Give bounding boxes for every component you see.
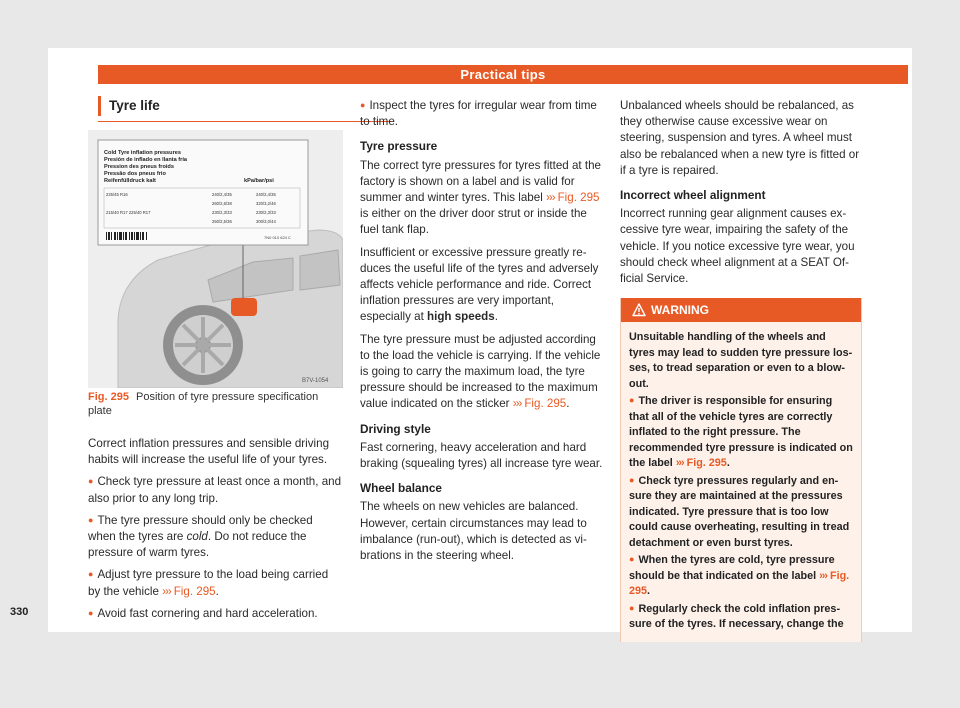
warning-header [621, 298, 861, 322]
plate-row4-left: 250/2,5/36 [212, 219, 232, 224]
column-3 [620, 98, 860, 293]
list-item: ● Check tyre pressures regularly and ensure they are maintained at the pressures indicated. Tyre pressure that is too low could cause overheating, resulting in tread detachment or even burst tyres. [629, 474, 853, 552]
section-title: Tyre life [98, 96, 391, 116]
paragraph: The wheels on new vehicles are balanced. However, certain circumstances may lead to imbalance (run-out), which is detected as vibrations in the steering wheel. [360, 500, 587, 563]
column-2 [360, 98, 603, 570]
paragraph: Incorrect running gear alignment causes excessive tyre wear, impairing the safety of the vehicle. If you notice excessive tyre wear, you should check wheel alignment at a SEAT Official Service. [620, 207, 855, 286]
plate-row1-right: 240/2,4/35 [256, 192, 276, 197]
plate-line-1: Cold Tyre inflation pressures [104, 150, 181, 156]
list-item: ● Avoid fast cornering and hard acceleration. [88, 606, 343, 622]
heading-driving-style: Driving style [360, 421, 431, 436]
plate-row3-right: 230/2,3/33 [256, 210, 276, 215]
list-item: ● The tyre pressure should only be checked when the tyres are cold. Do not reduce the pressure of warm tyres. [88, 513, 343, 562]
paragraph: Unbalanced wheels should be rebalanced, as they otherwise cause excessive wear on steering, suspension and tyres. A wheel must also be rebalanced when a new tyre is fitted or if a tyre is repaired. [620, 99, 860, 177]
warning-title: WARNING [651, 303, 709, 317]
list-item: ● Inspect the tyres for irregular wear from time to time. [360, 98, 603, 130]
warning-box [620, 298, 862, 642]
plate-line-3: Pression des pneus froids [104, 164, 174, 170]
fig-295-link[interactable]: Fig. 295 [524, 397, 567, 411]
fig-295-link[interactable]: Fig. 295 [629, 569, 850, 597]
paragraph: The correct tyre pressures for tyres fitted at the factory is shown on a label and is valid for summer and winter tyres. This label ››› Fig. 295 is either on the driver door strut or inside the fuel tank flap. [360, 158, 601, 237]
plate-line-2: Presión de inflado en llanta fría [104, 157, 187, 163]
title-divider [98, 121, 391, 122]
plate-row4-right: 300/3,0/44 [256, 219, 276, 224]
figure-code: B7V-1054 [302, 378, 329, 384]
list-item: ● Regularly check the cold inflation pressure of the tyres. If necessary, change the [629, 602, 853, 633]
fuel-flap-marker [231, 298, 257, 316]
car-rear-illustration [88, 130, 343, 388]
warning-paragraph: Unsuitable handling of the wheels and tyres may lead to sudden tyre pressure losses, to tread separation or even to a blow-out. [629, 331, 853, 390]
fig-295-link[interactable]: Fig. 295 [557, 191, 600, 205]
paragraph: Insufficient or excessive pressure greatly reduces the useful life of the tyres and adversely affects vehicle performance and ride. Correct inflation pressures are very important, especially at high speeds. [360, 245, 599, 324]
caption-text: Position of tyre pressure specification plate [88, 391, 319, 417]
heading-tyre-pressure: Tyre pressure [360, 139, 438, 154]
heading-wheel-balance: Wheel balance [360, 481, 442, 496]
plate-row1-size: 225/45 R16 [106, 192, 128, 197]
plate-row2-left: 260/2,6/38 [212, 201, 232, 206]
plate-unit: kPa/bar/psi [244, 178, 274, 184]
paragraph: Fast cornering, heavy acceleration and hard braking (squealing tyres) all increase tyre wear. [360, 440, 603, 471]
fig-295-link[interactable]: Fig. 295 [173, 584, 216, 598]
plate-row1-left: 240/2,4/35 [212, 192, 232, 197]
fig-295-link[interactable]: Fig. 295 [686, 457, 727, 469]
warning-triangle-icon [632, 303, 646, 317]
plate-part-number: 7N0 010 624 C [264, 235, 291, 240]
figure-label: Fig. 295 [88, 391, 129, 403]
plate-line-5: Reifenfülldruck kalt [104, 178, 156, 184]
paragraph: The tyre pressure must be adjusted according to the load the vehicle is carrying. If the vehicle is going to carry the maximum load, the tyre pressure should be increased to the maximum value indicated on the sticker ››› Fig. 295. [360, 332, 601, 411]
page-number: 330 [10, 606, 29, 618]
list-item: ● When the tyres are cold, tyre pressure should be that indicated on the label ››› Fig. 295. [629, 553, 853, 600]
plate-row3-size: 215/40 R17 225/40 R17 [106, 210, 151, 215]
figure-295 [88, 130, 343, 388]
plate-row3-left: 230/2,3/33 [212, 210, 232, 215]
plate-line-4: Pressão dos pneus frio [104, 171, 166, 177]
list-item: ● Adjust tyre pressure to the load being carried by the vehicle ››› Fig. 295. [88, 567, 343, 599]
warning-body [621, 322, 861, 633]
heading-wheel-alignment: Incorrect wheel alignment [620, 188, 766, 203]
list-item: ● The driver is responsible for ensuring that all of the vehicle tyres are correctly inflated to the right pressure. The recommended tyre pressure is indicated on the label ››› Fig. 295. [629, 394, 853, 472]
plate-row2-right: 320/3,2/46 [256, 201, 276, 206]
column-1 [88, 436, 343, 628]
intro-paragraph: Correct inflation pressures and sensible driving habits will increase the useful life of your tyres. [88, 437, 330, 467]
list-item: ● Check tyre pressure at least once a month, and also prior to any long trip. [88, 474, 343, 506]
figure-caption [88, 390, 343, 418]
chapter-header: Practical tips [98, 65, 908, 84]
